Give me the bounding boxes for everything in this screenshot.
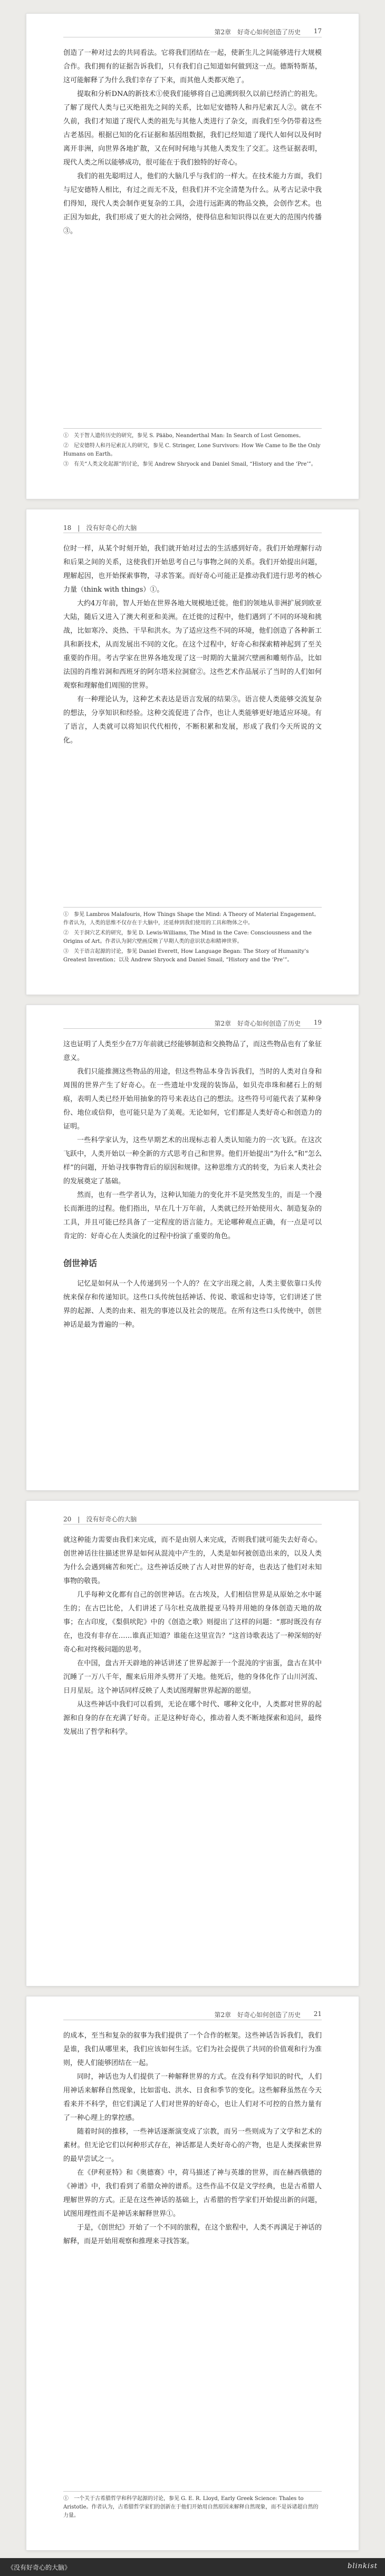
page-body — [63, 1038, 322, 1332]
brand-logo: blinkist — [348, 2562, 378, 2570]
footnote: ① 关于智人遗传历史的研究，参见 S. Pääbo, Neanderthal Man: In Search of Lost Genomes。 — [63, 433, 304, 439]
book-title: 《没有好奇心的大脑》 — [7, 2564, 71, 2571]
page-1 — [26, 14, 359, 499]
body-paragraph: 随着时间的推移，一些神话逐渐演变成了宗教，而另一些则成为了文学和艺术的素材。但无论它们以何种形式存在，神话都是人类好奇心的产物，也是人类探索世界的最早尝试之一。 — [63, 2128, 322, 2163]
header-page-number: 17 — [313, 27, 322, 35]
page-2 — [26, 509, 359, 995]
page-header — [63, 1019, 322, 1029]
page-body — [63, 46, 322, 238]
body-paragraph: 于是，《创世纪》开始了一个不同的旅程，在这个旅程中，人类不再满足于神话的解释，而是开始用观察和推理来寻找答案。 — [63, 2224, 322, 2245]
footnote: ① 参见 Lambros Malafouris, How Things Shape the Mind: A Theory of Material Engagement。作者认为，人类的思维不仅存在于大脑中，还延伸到我们使用的工具和物体之中。 — [63, 912, 320, 926]
header-chapter-title: 第2章 好奇心如何创造了历史 — [214, 2011, 301, 2019]
body-paragraph: 创造了一种对过去的共同看法。它将我们团结在一起，使新生儿之间能够进行大规模合作。我们拥有的证据告诉我们，只有我们自己知道如何做到这一点。德斯特斯基，这可能解释了为什么我们幸存了下来，而其他人类都灭绝了。 — [63, 49, 322, 84]
page-header — [63, 27, 322, 37]
page-body — [63, 2029, 322, 2249]
body-paragraph: 我们的祖先聪明过人，他们的大脑几乎与我们的一样大。在技术能力方面，我们与尼安德特人相比，有过之而无不及，但我们并不完全清楚为什么。从考古记录中我们得知，现代人类会制作更复杂的工具，会进行远距离的物品交换，会创作艺术。也正因为如此，我们形成了更大的社会网络，使得信息和知识得以在更大的范围内传播③。 — [63, 172, 322, 235]
body-paragraph: 然而，也有一些学者认为，这种认知能力的变化并不是突然发生的，而是一个漫长而渐进的过程。他们指出，早在几十万年前，人类就已经开始使用火、制造复杂的工具，并且可能已经具备了一定程度的语言能力。无论哪种观点正确，有一点是可以肯定的：好奇心在人类演化的过程中扮演了重要的角色。 — [63, 1191, 322, 1240]
body-paragraph: 有一种理论认为，这种艺术表达是语言发展的结果③。语言使人类能够交流复杂的想法，分享知识和经验。这种交流促进了合作，也让人类能够更好地适应环境。有了语言，人类就可以将知识代代相传，不断积累和发展，形成了我们今天所说的文化。 — [63, 696, 322, 745]
footnotes — [63, 428, 322, 470]
body-paragraph: 从这些神话中我们可以看到，无论在哪个时代、哪种文化中，人类都对世界的起源和自身的存在充满了好奇。正是这种好奇心，推动着人类不断地探索和追问，最终发展出了哲学和科学。 — [63, 1701, 322, 1736]
page-body — [63, 1533, 322, 1739]
section-heading: 创世神话 — [63, 1258, 98, 1268]
page-5 — [26, 1996, 359, 2550]
footnote: ③ 关于语言起源的讨论，参见 Daniel Everett, How Language Began: The Story of Humanity’s Greatest Invention；以及 Andrew Shryock and Daniel Smail, “History and the ‘Pre’”。 — [63, 949, 311, 963]
body-paragraph: 在中国，盘古开天辟地的神话讲述了世界起源于一个混沌的宇宙蛋，盘古在其中沉睡了一万八千年，醒来后用斧头劈开了天地。他死后，他的身体化作了山川河流、日月星辰。这个神话同样反映了人类试图理解世界起源的愿望。 — [63, 1660, 322, 1695]
header-chapter-title: 第2章 好奇心如何创造了历史 — [214, 1020, 301, 1027]
footnotes — [63, 907, 322, 966]
body-paragraph: 的成本，至当和复杂的叙事为我们提供了一个合作的框架。这些神话告诉我们，我们是谁，我们从哪里来，我们应该如何生活。它们为社会提供了共同的价值观和行为准则，使人们能够团结在一起。 — [63, 2032, 322, 2067]
header-left-text: 18 | 没有好奇心的大脑 — [63, 524, 137, 532]
body-paragraph: 一些科学家认为，这些早期艺术的出现标志着人类认知能力的一次飞跃。在这次飞跃中，人类开始以一种全新的方式思考自己和世界。他们开始提出“为什么”和“怎么样”的问题，开始寻找事物背后的原因和规律。这种思维方式的转变，为后来人类社会的发展奠定了基础。 — [63, 1136, 322, 1185]
header-page-number: 21 — [313, 2010, 322, 2018]
body-paragraph: 在《伊利亚特》和《奥德赛》中，荷马描述了神与英雄的世界，而在赫西俄德的《神谱》中，我们看到了希腊众神的谱系。这些作品不仅是文学经典，也是古希腊人理解世界的方式。正是在这些神话的基础上，古希腊的哲学家们开始提出新的问题，试图用理性而不是神话来解释世界①。 — [63, 2169, 322, 2218]
page-body — [63, 542, 322, 748]
footnote: ② 关于洞穴艺术的研究，参见 D. Lewis-Williams, The Mind in the Cave: Consciousness and the Origins of Art。作者认为洞穴壁画反映了早期人类的意识状态和精神世界。 — [63, 930, 314, 944]
footnotes — [63, 2491, 322, 2522]
header-page-number: 19 — [313, 1019, 322, 1026]
footnote: ① 一个关于古希腊哲学和科学起源的讨论，参见 G. E. R. Lloyd, Early Greek Science: Thales to Aristotle。作者认为，古希腊哲学家们的创新在于他们开始用自然原因来解释自然现象，而不是诉诸超自然的力量。 — [63, 2496, 319, 2519]
page-3 — [26, 1005, 359, 1490]
body-paragraph: 我们只能推测这些物品的用途，但这些物品本身告诉我们，当时的人类对自身和周围的世界产生了好奇心。在一些遗址中发现的装饰品，如贝壳串珠和赭石上的刻痕，表明人类已经开始用抽象的符号来表达自己的想法。这些符号可能代表了某种身份、地位或信仰，也可能只是为了美观。无论如何，它们都是人类好奇心和创造力的证明。 — [63, 1068, 322, 1131]
header-left-text: 20 | 没有好奇心的大脑 — [63, 1516, 137, 1523]
page-header — [63, 1514, 322, 1525]
body-paragraph: 就这种能力需要由我们来完成，而不是由别人来完成，否则我们就可能失去好奇心。创世神话往往描述世界是如何从混沌中产生的，人类是如何被创造出来的，以及人类为什么会遇到痛苦和死亡。这些神话反映了古人对世界的好奇，也表达了他们对未知事物的敬畏。 — [63, 1536, 322, 1585]
page-4 — [26, 1501, 359, 1986]
header-chapter-title: 第2章 好奇心如何创造了历史 — [214, 28, 301, 36]
body-paragraph: 同时，神话也为人们提供了一种解释世界的方式。在没有科学知识的时代，人们用神话来解释自然现象，比如雷电、洪水、日食和季节的变化。这些解释虽然在今天看来并不科学，但它们满足了人们对世界的好奇心，也让人们对不可控的自然力量有了一种心理上的掌控感。 — [63, 2073, 322, 2122]
footnote: ③ 有关“人类文化起源”的讨论，参见 Andrew Shryock and Daniel Smail, “History and the ‘Pre’”。 — [63, 461, 316, 467]
footnote: ② 尼安德特人和丹尼索瓦人的研究，参见 C. Stringer, Lone Survivors: How We Came to Be the Only Humans on Earth。 — [63, 443, 322, 457]
bottom-bar — [0, 2558, 385, 2576]
body-paragraph: 大约4万年前，智人开始在世界各地大规模地迁徙。他们的领地从非洲扩展到欧亚大陆，随后又进入了澳大利亚和美洲。在迁徙的过程中，他们遇到了不同的环境和挑战，比如寒冷、炎热、干旱和洪水。为了适应这些不同的环境，他们创造了各种新工具和新技术，从而发展出不同的文化。在这个过程中，好奇心和探索精神起到了至关重要的作用。考古学家在世界各地发现了这一时期的大量洞穴壁画和雕刻作品，比如法国的肖维岩洞和西班牙的阿尔塔米拉洞窟②。这些艺术作品展示了当时的人们如何观察和理解他们周围的世界。 — [63, 600, 322, 690]
page-header — [63, 2010, 322, 2020]
body-paragraph: 几乎每种文化都有自己的创世神话。在古埃及，人们相信世界是从原始之水中诞生的；在古巴比伦，人们讲述了马尔杜克战胜提亚马特并用她的身体创造天地的故事；在古印度，《梨俱吠陀》中的《创造之歌》则提出了这样的问题：“那时既没有存在，也没有非存在……谁真正知道？谁能在这里宣告？”这首诗歌表达了一种深刻的好奇心和对终极问题的思考。 — [63, 1591, 322, 1654]
body-paragraph: 位时一样，从某个时刻开始，我们就开始对过去的生活感到好奇。我们开始理解行动和后果之间的关系，这使我们开始思考自己与事物之间的关系。我们开始提出问题，理解起因，也开始探索事物，寻求答案。而好奇心可能正是推动我们进行思考的核心力量（think with things）①。 — [63, 545, 322, 594]
body-paragraph: 提取和分析DNA的新技术①使我们能够将自己追溯到很久以前已经消亡的祖先。了解了现代人类与已灭绝祖先之间的关系，比如尼安德特人和丹尼索瓦人②。就在不久前，我们才知道了现代人类的祖先与其他人类进行了杂交，而我们至今仍带着这些古老基因。根据已知的化石证据和基因组数据，我们已经知道了现代人如何以及何时离开非洲，向世界各地扩散，又在何时何地与其他人类发生了交汇。这些证据表明，现代人类之所以能够成功，很可能在于我们独特的好奇心。 — [63, 90, 322, 167]
body-paragraph: 这也证明了人类至少在7万年前就已经能够制造和交换物品了，而这些物品也有了象征意义。 — [63, 1040, 322, 1062]
body-paragraph: 记忆是如何从一个人传递到另一个人的？在文字出现之前，人类主要依靠口头传统来保存和传递知识。这些口头传统包括神话、传说、歌谣和史诗等，它们讲述了世界的起源、人类的由来、祖先的事迹以及社会的规范。在所有这些口头传统中，创世神话是最为普遍的一种。 — [63, 1280, 322, 1329]
page-header — [63, 523, 322, 533]
